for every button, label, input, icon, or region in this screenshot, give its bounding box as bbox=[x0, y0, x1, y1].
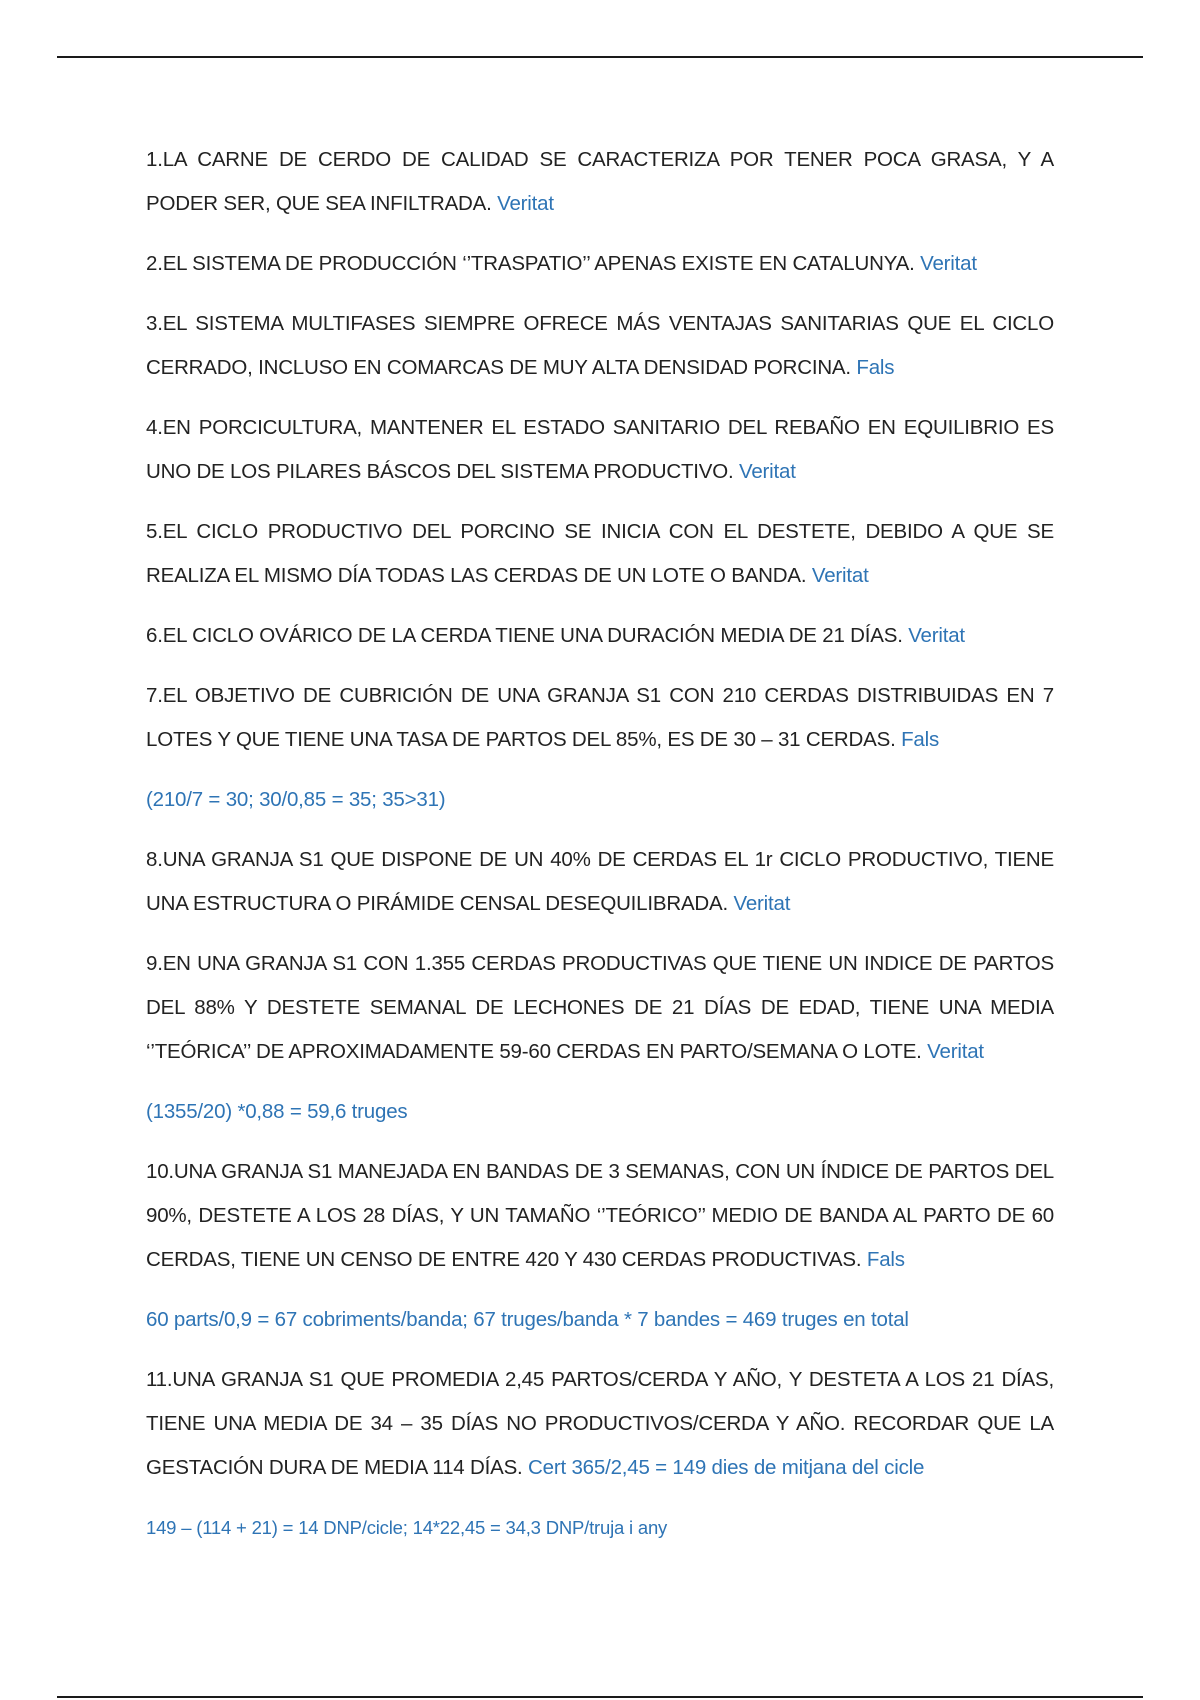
question-9-calculation: (1355/20) *0,88 = 59,6 truges bbox=[146, 1100, 408, 1123]
top-rule bbox=[57, 56, 1143, 58]
question-11-text: 11.UNA GRANJA S1 QUE PROMEDIA 2,45 PARTOS/CERDA Y AÑO, Y DESTETA A LOS 21 DÍAS, TIENE UNA MEDIA DE 34 – 35 DÍAS NO PRODUCTIVOS/CERDA Y AÑO. RECORDAR QUE LA GESTACIÓN DURA DE MEDIA 114 DÍAS. bbox=[146, 1368, 1054, 1479]
question-10-answer: Fals bbox=[866, 1248, 905, 1271]
question-3-answer: Fals bbox=[856, 356, 895, 379]
question-8-answer: Veritat bbox=[733, 892, 791, 915]
question-11 bbox=[146, 1358, 1054, 1490]
question-11-calculation: 149 – (114 + 21) = 14 DNP/cicle; 14*22,45 = 34,3 DNP/truja i any bbox=[146, 1517, 668, 1538]
question-8 bbox=[146, 838, 1054, 926]
question-7-text: 7.EL OBJETIVO DE CUBRICIÓN DE UNA GRANJA S1 CON 210 CERDAS DISTRIBUIDAS EN 7 LOTES Y QUE TIENE UNA TASA DE PARTOS DEL 85%, ES DE 30 – 31 CERDAS. bbox=[146, 684, 1054, 751]
question-1 bbox=[146, 138, 1054, 226]
question-9-text: 9.EN UNA GRANJA S1 CON 1.355 CERDAS PRODUCTIVAS QUE TIENE UN INDICE DE PARTOS DEL 88% Y DESTETE SEMANAL DE LECHONES DE 21 DÍAS DE EDAD, TIENE UNA MEDIA ‘’TEÓRICA’’ DE APROXIMADAMENTE 59-60 CERDAS EN PARTO/SEMANA O LOTE. bbox=[146, 952, 1054, 1063]
question-2-text: 2.EL SISTEMA DE PRODUCCIÓN ‘’TRASPATIO’’ APENAS EXISTE EN CATALUNYA. bbox=[146, 252, 915, 275]
question-10-text: 10.UNA GRANJA S1 MANEJADA EN BANDAS DE 3 SEMANAS, CON UN ÍNDICE DE PARTOS DEL 90%, DESTETE A LOS 28 DÍAS, Y UN TAMAÑO ‘’TEÓRICO’’ MEDIO DE BANDA AL PARTO DE 60 CERDAS, TIENE UN CENSO DE ENTRE 420 Y 430 CERDAS PRODUCTIVAS. bbox=[146, 1160, 1054, 1271]
question-6-text: 6.EL CICLO OVÁRICO DE LA CERDA TIENE UNA DURACIÓN MEDIA DE 21 DÍAS. bbox=[146, 624, 903, 647]
question-7-answer: Fals bbox=[901, 728, 940, 751]
question-4-text: 4.EN PORCICULTURA, MANTENER EL ESTADO SANITARIO DEL REBAÑO EN EQUILIBRIO ES UNO DE LOS PILARES BÁSCOS DEL SISTEMA PRODUCTIVO. bbox=[146, 416, 1054, 483]
question-5-text: 5.EL CICLO PRODUCTIVO DEL PORCINO SE INICIA CON EL DESTETE, DEBIDO A QUE SE REALIZA EL MISMO DÍA TODAS LAS CERDAS DE UN LOTE O BANDA. bbox=[146, 520, 1054, 587]
question-6-answer: Veritat bbox=[908, 624, 965, 647]
question-7 bbox=[146, 674, 1054, 762]
question-9 bbox=[146, 942, 1054, 1074]
question-8-text: 8.UNA GRANJA S1 QUE DISPONE DE UN 40% DE CERDAS EL 1r CICLO PRODUCTIVO, TIENE UNA ESTRUCTURA O PIRÁMIDE CENSAL DESEQUILIBRADA. bbox=[146, 848, 1054, 915]
question-2-answer: Veritat bbox=[920, 252, 977, 275]
question-5-answer: Veritat bbox=[811, 564, 869, 587]
question-7-calculation: (210/7 = 30; 30/0,85 = 35; 35>31) bbox=[146, 788, 446, 811]
question-4 bbox=[146, 406, 1054, 494]
question-1-answer: Veritat bbox=[497, 192, 554, 215]
question-6 bbox=[146, 614, 1054, 658]
question-9-answer: Veritat bbox=[927, 1040, 984, 1063]
document-body bbox=[146, 138, 1054, 1566]
question-3 bbox=[146, 302, 1054, 390]
question-4-answer: Veritat bbox=[739, 460, 796, 483]
question-3-text: 3.EL SISTEMA MULTIFASES SIEMPRE OFRECE MÁS VENTAJAS SANITARIAS QUE EL CICLO CERRADO, INCLUSO EN COMARCAS DE MUY ALTA DENSIDAD PORCINA. bbox=[146, 312, 1054, 379]
question-5 bbox=[146, 510, 1054, 598]
question-2 bbox=[146, 242, 1054, 286]
question-10 bbox=[146, 1150, 1054, 1282]
bottom-rule bbox=[57, 1696, 1143, 1698]
question-1-text: 1.LA CARNE DE CERDO DE CALIDAD SE CARACTERIZA POR TENER POCA GRASA, Y A PODER SER, QUE SEA INFILTRADA. bbox=[146, 148, 1054, 215]
question-11-answer: Cert 365/2,45 = 149 dies de mitjana del cicle bbox=[528, 1456, 925, 1479]
question-10-calculation: 60 parts/0,9 = 67 cobriments/banda; 67 truges/banda * 7 bandes = 469 truges en total bbox=[146, 1308, 909, 1331]
